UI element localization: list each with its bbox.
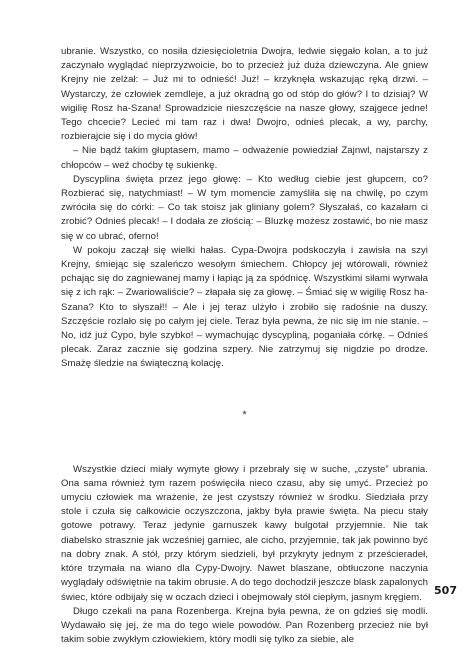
section-separator: * [242,408,247,421]
paragraph: – Nie bądź takim głuptasem, mamo – odważenie powiedział Zajnwl, najstarszy z chłopców – weź choćby tę sukienkę. [61,145,428,171]
text-section-1 [61,45,428,372]
paragraph: Wszystkie dzieci miały wymyte głowy i przebrały się w suche, „czyste” ubrania. Ona sama również tym razem poświęciła nieco czasu, aby się umyć. Przecież po umyciu człowiek ma wrażenie, że jest czystszy również w środku. Siedziała przy stole i czuła się całkowicie oczyszczona, jakby była prawie święta. Na piecu stały gotowe potrawy. Teraz jedynie garnuszek kawy bulgotał przyjemnie. Nie tak diabelsko strasznie jak wcześniej garniec, ale cicho, przyjemnie, tak jak powinno być na dobry znak. A stół, przy którym siedzieli, był przykryty jednym z prześcieradeł, które trzymała na wiano dla Cypy-Dwojry. Nawet blaszane, obtłuczone naczynia wyglądały odświętnie na takim obrusie. A do tego dochodził jeszcze blask zapalonych świec, które odbijały się w oczach dzieci i obejmowały stół ciepłym, jasnym kręgiem. [61,463,428,603]
page-number: 507 [434,584,457,597]
paragraph: Długo czekali na pana Rozenberga. Krejna była pewna, że on gdzieś się modli. Wydawało się jej, że ma do tego wiele powodów. Pan Rozenberg przecież nie był takim sobie zwykłym człowiekiem, który modli się tylko za siebie, ale [61,605,428,646]
page-text [61,45,428,647]
paragraph: Dyscyplina święta przez jego głowę: – Kto według ciebie jest głupcem, co? Rozbierać się, natychmiast! – W tym momencie zamyśliła się na chwilę, po czym zwróciła się do córki: – Co tak stoisz jak gliniany golem? Słyszałaś, co kazałam ci zrobić? Odnieś plecak! – I dodała ze złością: – Bluzkę możesz zostawić, bo nie masz się w co ubrać, oferno! [61,173,428,242]
paragraph: ubranie. Wszystko, co nosiła dziesięcioletnia Dwojra, ledwie sięgało kolan, a to już zaczynało wyglądać nieprzyzwoicie, bo to przecież już duża dziewczyna. Ale gniew Krejny nie zelżał: – Już mi to odnieść! Już! – krzyknęła wskazując ręką drzwi. – Wystarczy, że człowiek zemdleje, a już okradną go od stóp do głów? I to dzisiaj? W wigilię Rosz ha-Szana! Sprowadzicie nieszczęście na nasze głowy, szajgece jedne! Tego chcecie? Lecieć mi tam raz i dwa! Dwojro, odnieś plecak, a wy, parchy, rozbierajcie się i do mycia głów! [61,46,428,143]
text-section-2 [61,463,428,647]
paragraph: W pokoju zaczął się wielki hałas. Cypa-Dwojra podskoczyła i zawisła na szyi Krejny, śmiejąc się szaleńczo wesołym śmiechem. Chłopcy jej wtórowali, również pchając się do zagniewanej mamy i łapiąc ją za spódnicę. Wszystkimi siłami wyrwała się z ich rąk: – Zwariowaliście? – złapała się za głowę. – Śmiać się w wigilię Rosz ha-Szana? Kto to słyszał!! – Ale i jej teraz ulżyło i zrobiło się radośnie na duszy. Szczęście rozlało się po całym jej ciele. Teraz była pewna, że nic się im nie stanie. – No, idź już Cypo, byle szybko! – wymachując dyscypliną, poganiała córkę. – Odnieś plecak. Zaraz zacznie się godzina szpery. Nie zatrzymuj się nigdzie po drodze. Smażę śledzie na świąteczną kolację. [61,244,428,370]
